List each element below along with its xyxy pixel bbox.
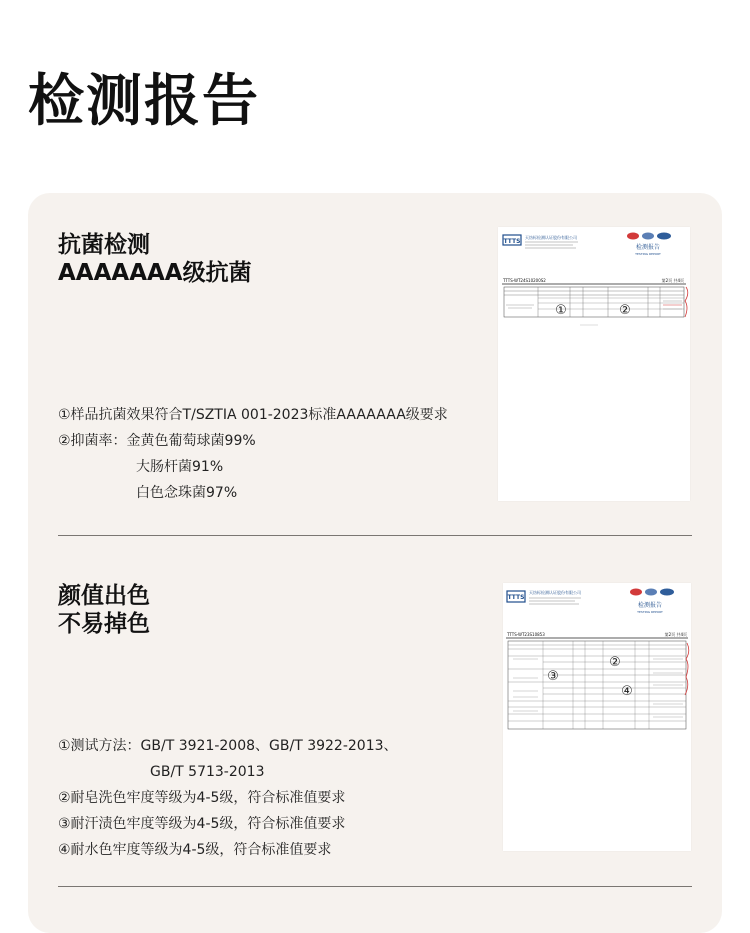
antibacterial-title-line1: 抗菌检测 [58,232,150,258]
note-item: ①测试方法：GB/T 3921-2008、GB/T 3922-2013、 [58,738,398,754]
note-item: 大肠杆菌91% [136,459,224,475]
report-org-name: 天纺标检测认证股份有限公司 [525,235,577,240]
report-marker: ④ [621,684,633,699]
colorfastness-section-title [58,582,150,638]
antibacterial-notes [58,402,448,506]
report-page: 第2页 共4页 [661,278,684,283]
note-item: ①样品抗菌效果符合T/SZTIA 001-2023标准AAAAAAA级要求 [58,407,448,423]
note-item: ③耐汗渍色牢度等级为4-5级，符合标准值要求 [58,816,346,832]
report-marker: ② [619,303,631,318]
report-number: TTTS-WT24S10200S2 [503,278,546,283]
report-org-name: 天纺标检测认证股份有限公司 [529,590,581,595]
note-item: ④耐水色牢度等级为4-5级，符合标准值要求 [58,842,332,858]
section-divider [58,535,692,536]
colorfastness-report-image [503,583,691,851]
note-item: ②抑菌率：金黄色葡萄球菌99% [58,433,256,449]
note-item: 白色念珠菌97% [136,485,238,501]
antibacterial-section-title [58,231,252,287]
report-title: 检测报告 [635,244,661,251]
note-item: GB/T 5713-2013 [150,764,265,780]
report-logo-text: TTTS [503,238,521,245]
note-item: ②耐皂洗色牢度等级为4-5级，符合标准值要求 [58,790,346,806]
report-marker: ② [609,655,621,670]
report-title: 检测报告 [637,602,663,609]
report-logo-text: TTTS [507,594,525,601]
antibacterial-report-image [498,227,690,501]
content-card [28,193,722,933]
report-marker: ① [555,303,567,318]
report-subtitle: TESTING REPORT [637,610,663,614]
colorfastness-title-line1: 颜值出色 [58,583,150,609]
report-number: TTTS-WT23S10853 [507,632,545,637]
colorfastness-title-line2: 不易掉色 [58,611,150,637]
report-page: 第2页 共4页 [664,632,687,637]
antibacterial-title-line2: AAAAAAA级抗菌 [58,260,252,286]
page-title: 检测报告 [28,69,260,134]
report-marker: ③ [547,669,559,684]
colorfastness-notes [58,733,398,863]
section-divider [58,886,692,887]
report-subtitle: TESTING REPORT [635,252,661,256]
